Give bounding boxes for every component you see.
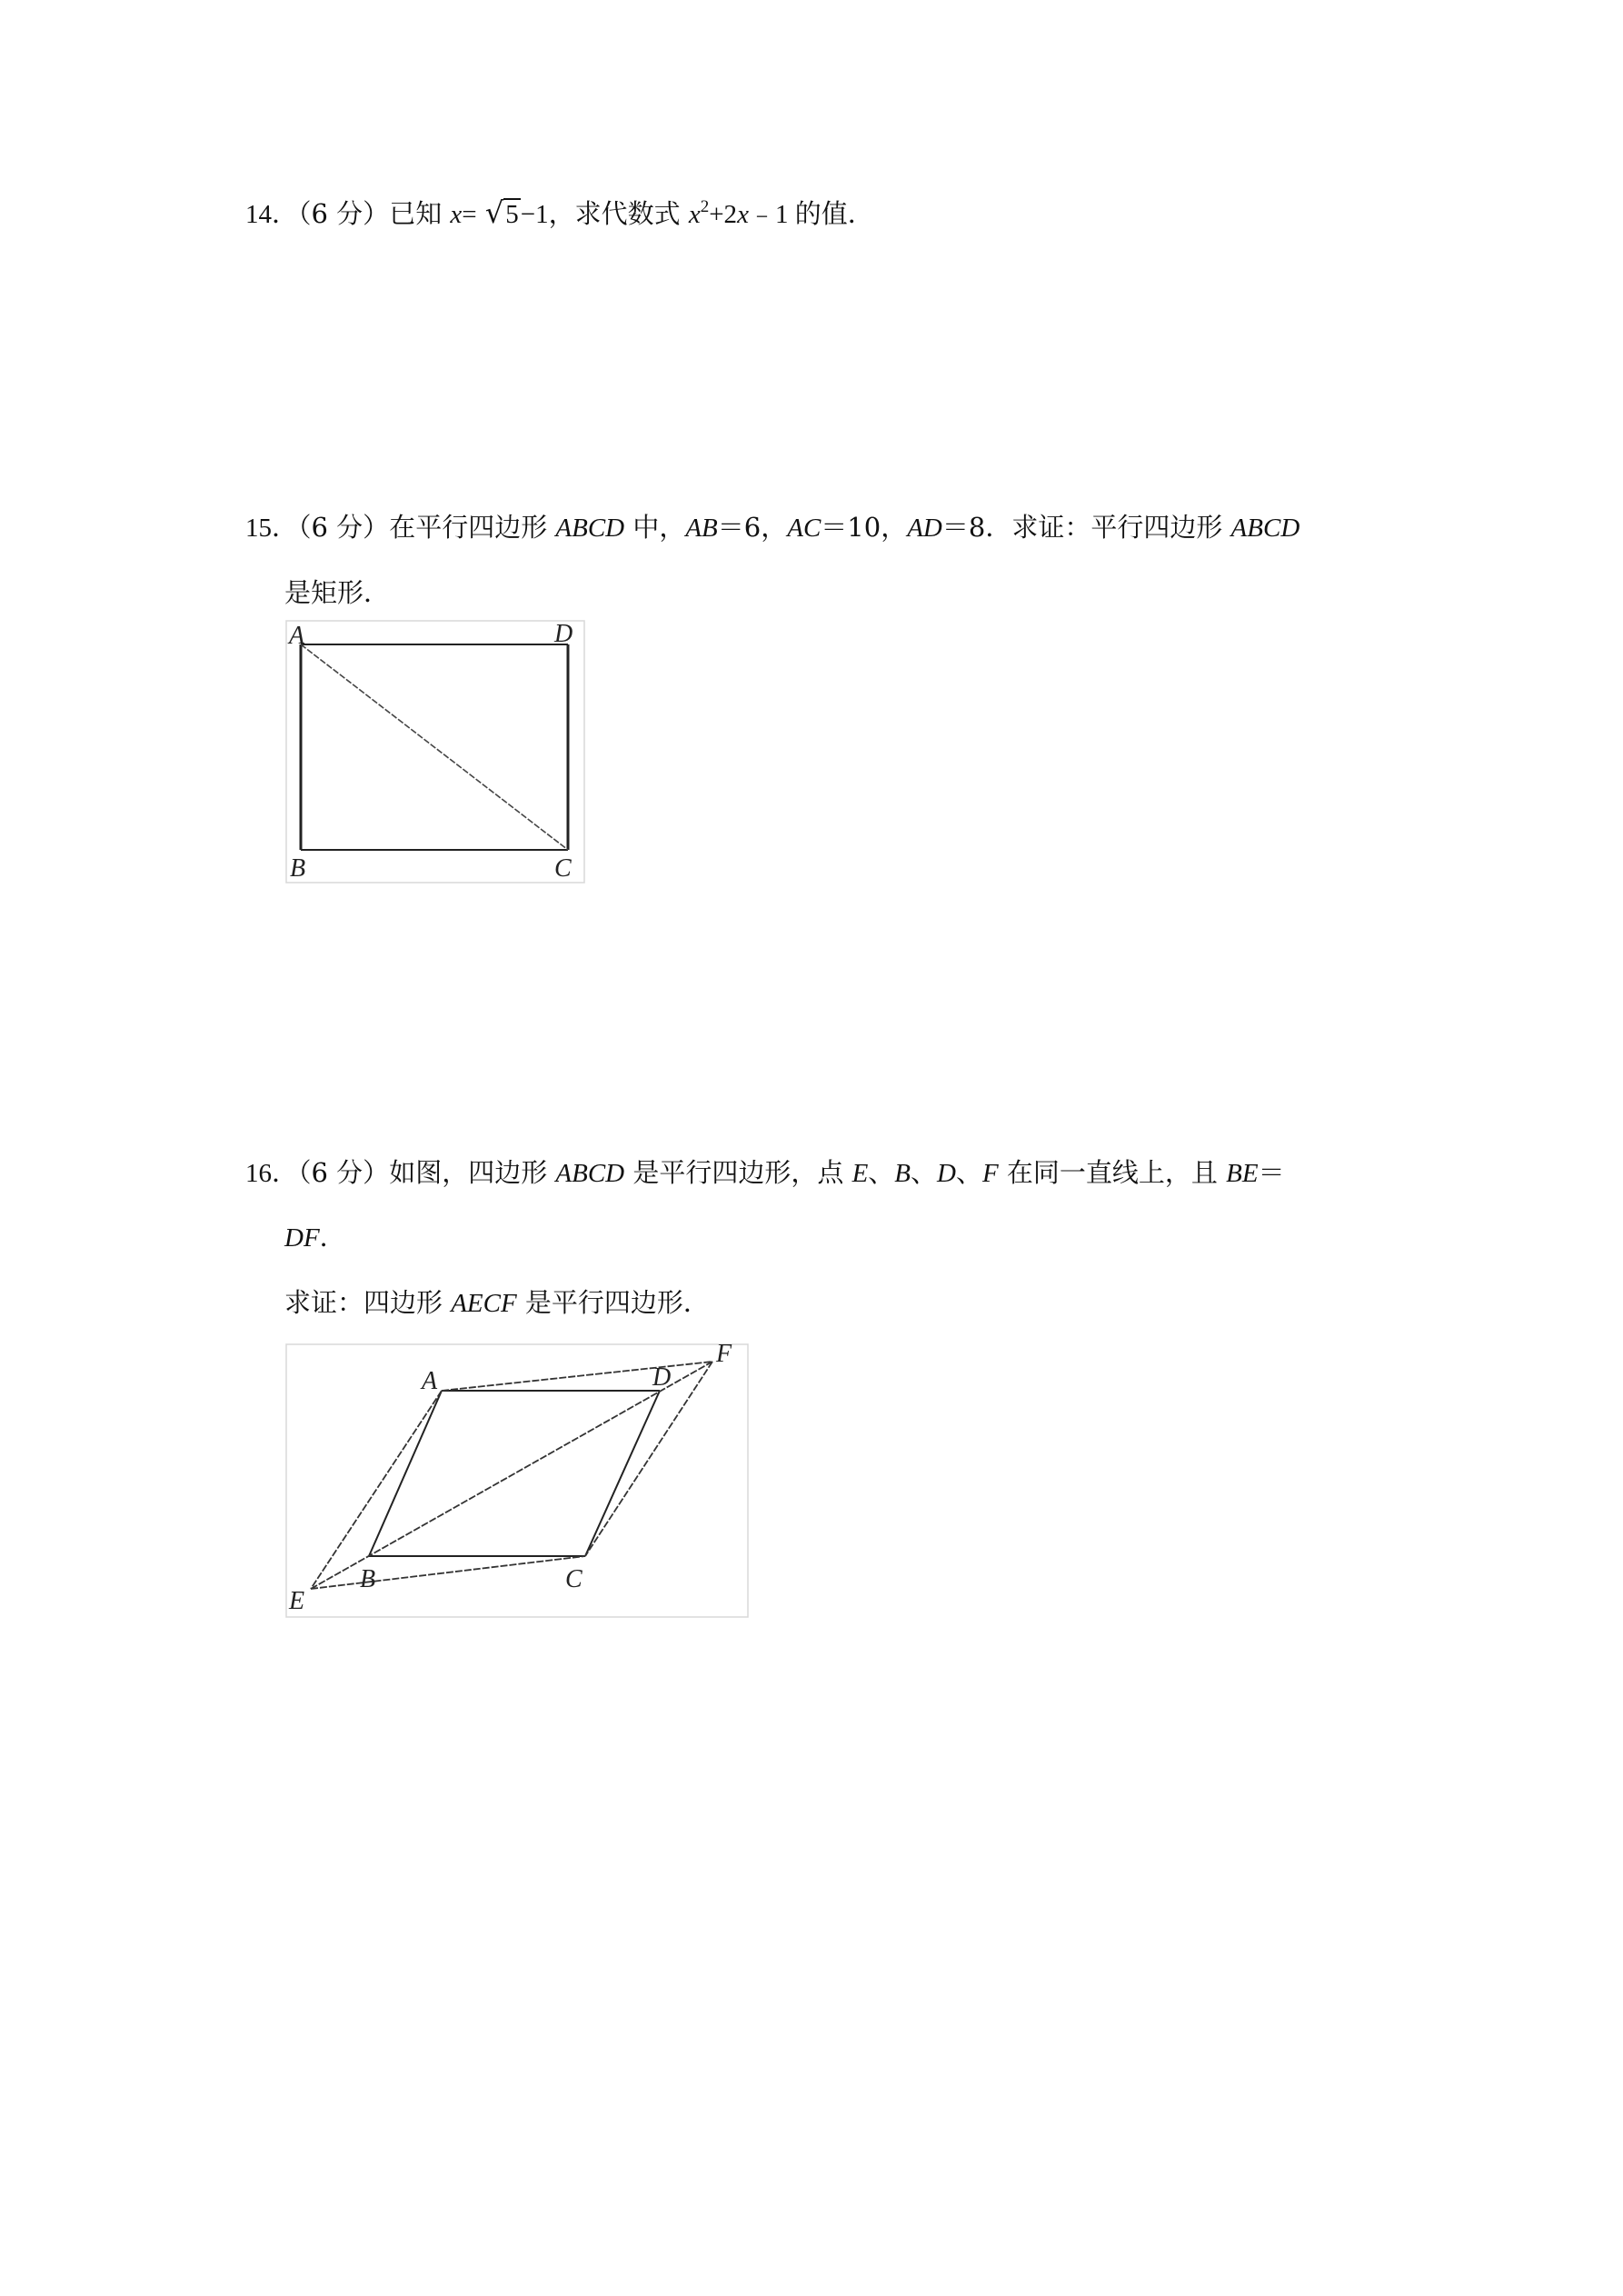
- question-score: （6 分）: [298, 1157, 390, 1188]
- segment-dc-line: [585, 1391, 660, 1556]
- question-14: [245, 189, 874, 233]
- figure-rectangle: [285, 620, 585, 883]
- point-b: B: [894, 1159, 911, 1188]
- separator: 、: [911, 1157, 938, 1188]
- separator: 、: [955, 1157, 982, 1188]
- label-b: B: [290, 854, 306, 883]
- label-d: D: [652, 1363, 672, 1392]
- equals-sign: ＝: [1258, 1157, 1285, 1188]
- label-abcd: ABCD: [555, 1159, 625, 1188]
- minus-one: −1: [520, 200, 549, 229]
- question-number: 15．: [245, 514, 299, 543]
- label-abcd: ABCD: [555, 514, 625, 543]
- label-a: A: [422, 1367, 438, 1395]
- question-score: （6 分）: [298, 512, 390, 543]
- period: ．: [319, 1222, 346, 1253]
- value-ad: ＝8．求证：平行四边形: [941, 512, 1231, 543]
- expression-part: ﹣1 的值．: [748, 200, 874, 229]
- label-e: E: [289, 1587, 305, 1615]
- exponent: 2: [700, 197, 710, 216]
- radical-sign-icon: √: [484, 195, 504, 230]
- value-ac: ＝10，: [821, 512, 908, 543]
- label-c: C: [554, 854, 572, 883]
- segment-ad: AD: [907, 514, 942, 543]
- line-ebdf: [311, 1362, 712, 1589]
- question-text: 求证：四边形: [284, 1287, 452, 1318]
- figure-frame: [286, 621, 584, 883]
- separator: 、: [868, 1157, 895, 1188]
- variable-x: x: [737, 200, 749, 229]
- label-d: D: [554, 620, 573, 648]
- segment-df: DF: [284, 1223, 320, 1253]
- question-16: [245, 1154, 1285, 1192]
- diagonal-ac-line: [301, 644, 568, 850]
- expression-part: +2: [709, 200, 738, 229]
- segment-ec-line: [311, 1556, 585, 1589]
- segment-ab-line: [369, 1391, 442, 1556]
- variable-x: x: [450, 200, 463, 229]
- question-text: 在平行四边形: [389, 512, 556, 543]
- square-root: [485, 195, 521, 233]
- point-e: E: [851, 1159, 869, 1188]
- variable-x: x: [688, 200, 701, 229]
- question-16-line-3: [284, 1284, 710, 1322]
- segment-ae-line: [311, 1391, 442, 1589]
- label-b: B: [360, 1565, 376, 1593]
- question-score: （6 分）: [298, 198, 390, 229]
- point-f: F: [982, 1159, 999, 1188]
- question-text: 是平行四边形，点: [624, 1157, 852, 1188]
- question-text: ，求代数式: [548, 198, 689, 229]
- question-15-line-2: 是矩形．: [284, 577, 391, 608]
- point-d: D: [937, 1159, 956, 1188]
- parallelogram-diagram: [285, 1343, 749, 1618]
- rectangle-diagram: [285, 620, 585, 883]
- question-number: 14．: [245, 200, 299, 229]
- label-c: C: [565, 1565, 582, 1593]
- label-abcd: ABCD: [1230, 514, 1300, 543]
- segment-be: BE: [1226, 1159, 1259, 1188]
- equals-sign: =: [462, 200, 477, 229]
- figure-frame: [286, 1344, 748, 1617]
- question-text: 已知: [389, 198, 451, 229]
- segment-ab: AB: [685, 514, 718, 543]
- question-text: 中，: [624, 512, 686, 543]
- label-a: A: [289, 622, 305, 650]
- value-ab: ＝6，: [717, 512, 788, 543]
- label-f: F: [716, 1343, 732, 1368]
- segment-ac: AC: [787, 514, 821, 543]
- question-15: [245, 509, 1299, 546]
- label-aecf: AECF: [451, 1289, 517, 1318]
- question-number: 16．: [245, 1159, 299, 1188]
- question-text: 如图，四边形: [389, 1157, 556, 1188]
- question-text: 在同一直线上，且: [998, 1157, 1227, 1188]
- figure-parallelograms: [285, 1343, 749, 1618]
- question-text: 是平行四边形．: [516, 1287, 710, 1318]
- question-16-line-2: [284, 1219, 346, 1256]
- segment-af-line: [442, 1362, 712, 1391]
- radicand: 5: [505, 200, 519, 229]
